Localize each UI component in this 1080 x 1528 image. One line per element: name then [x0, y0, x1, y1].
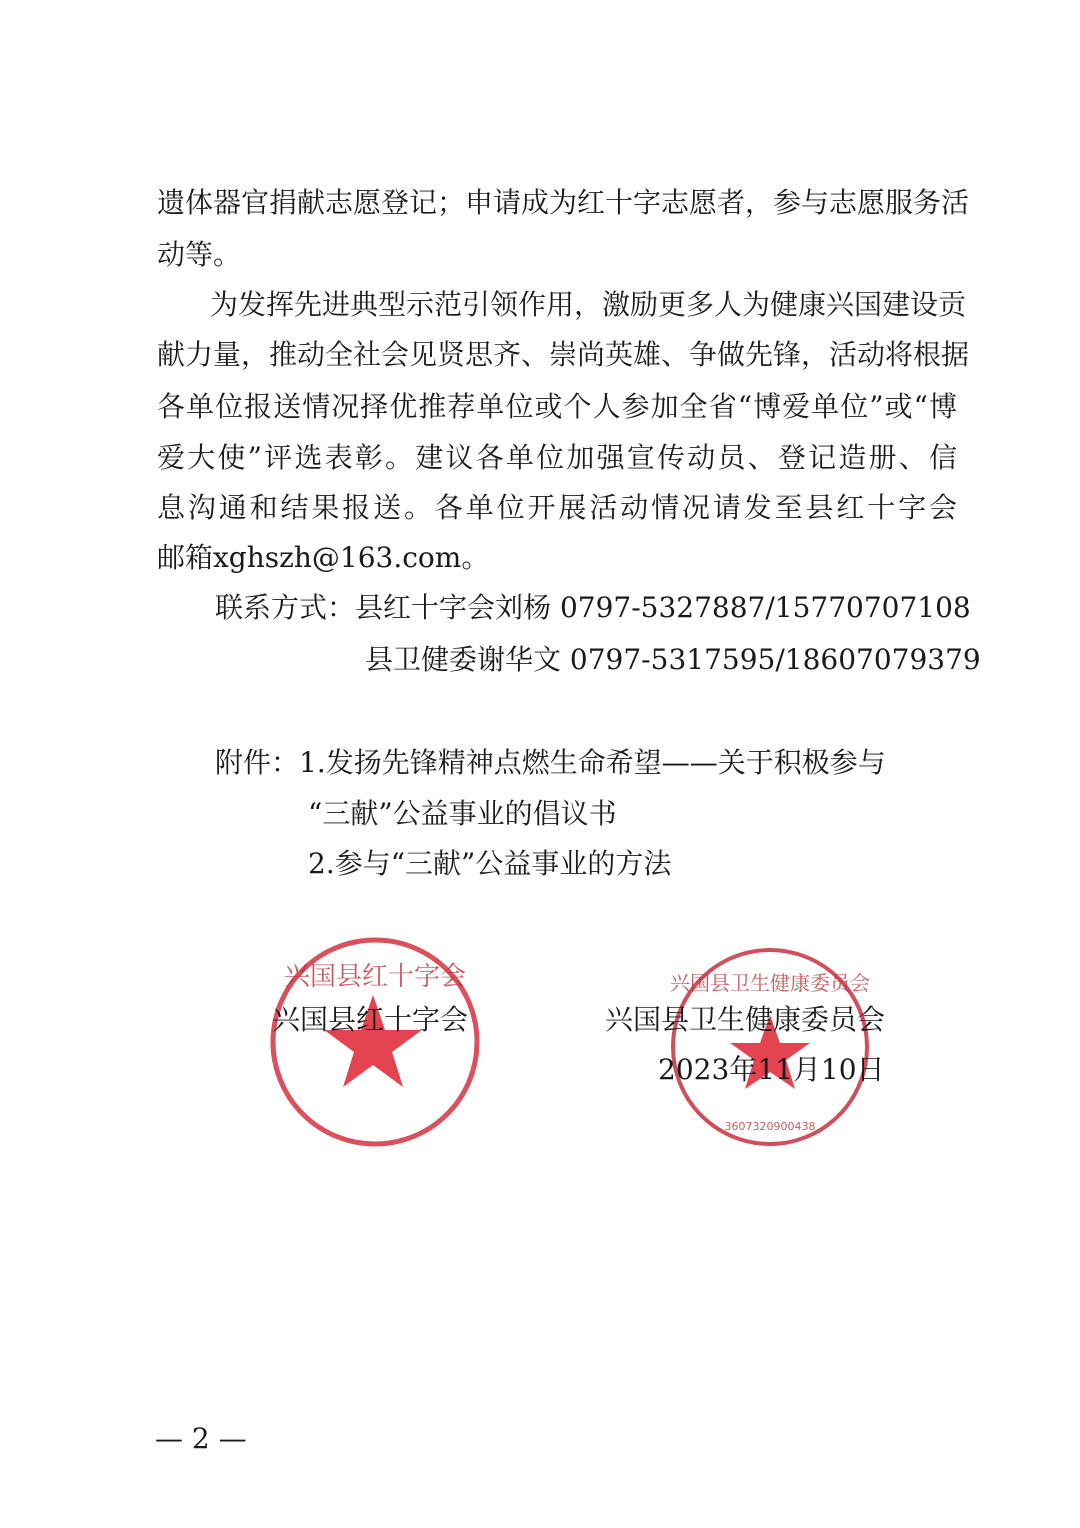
- body-line: 息沟通和结果报送。各单位开展活动情况请发至县红十字会: [157, 491, 957, 524]
- body-line: 动等。: [157, 238, 242, 271]
- contact-line: [215, 590, 1015, 626]
- contact-name: 县红十字会刘杨: [355, 591, 552, 624]
- seal-text: 兴国县卫生健康委员会: [670, 971, 870, 995]
- body-line: 为发挥先进典型示范引领作用，激励更多人为健康兴国建设贡: [210, 288, 967, 321]
- attachment-line: [215, 745, 1015, 781]
- contact-phone: 0797-5317595/18607079379: [569, 643, 981, 676]
- contact-label: 联系方式：: [215, 591, 356, 624]
- body-line: 遗体器官捐献志愿登记；申请成为红十字志愿者，参与志愿服务活: [157, 186, 970, 219]
- contact-phone: 0797-5327887/15770707108: [559, 591, 971, 624]
- body-line: 各单位报送情况择优推荐单位或个人参加全省“博爱单位”或“博: [157, 390, 957, 423]
- contact-name: 县卫健委谢华文: [365, 643, 562, 676]
- attachment-item: 2.参与“三献”公益事业的方法: [308, 847, 672, 880]
- page-number: — 2 —: [155, 1422, 247, 1455]
- signature-org-red-cross: 兴国县红十字会: [272, 1003, 469, 1036]
- attachment-label: 附件：: [215, 746, 300, 779]
- contact-line: [365, 642, 1080, 678]
- seal-text: 兴国县红十字会: [283, 962, 467, 992]
- body-line: 爱大使”评选表彰。建议各单位加强宣传动员、登记造册、信: [157, 441, 957, 474]
- body-line: 邮箱xghszh@163.com。: [157, 541, 490, 574]
- seal-code: 3607320900438: [724, 1120, 816, 1133]
- signature-date: 2023年11月10日: [658, 1053, 885, 1086]
- signature-org-health-commission: 兴国县卫生健康委员会: [605, 1003, 886, 1036]
- body-line: 献力量，推动全社会见贤思齐、崇尚英雄、争做先锋，活动将根据: [157, 338, 970, 371]
- seal-red-cross: [265, 935, 485, 1150]
- seal-health-commission: [668, 945, 873, 1150]
- attachment-item: 1.发扬先锋精神点燃生命希望——关于积极参与: [299, 746, 886, 779]
- attachment-item-cont: “三献”公益事业的倡议书: [308, 797, 617, 830]
